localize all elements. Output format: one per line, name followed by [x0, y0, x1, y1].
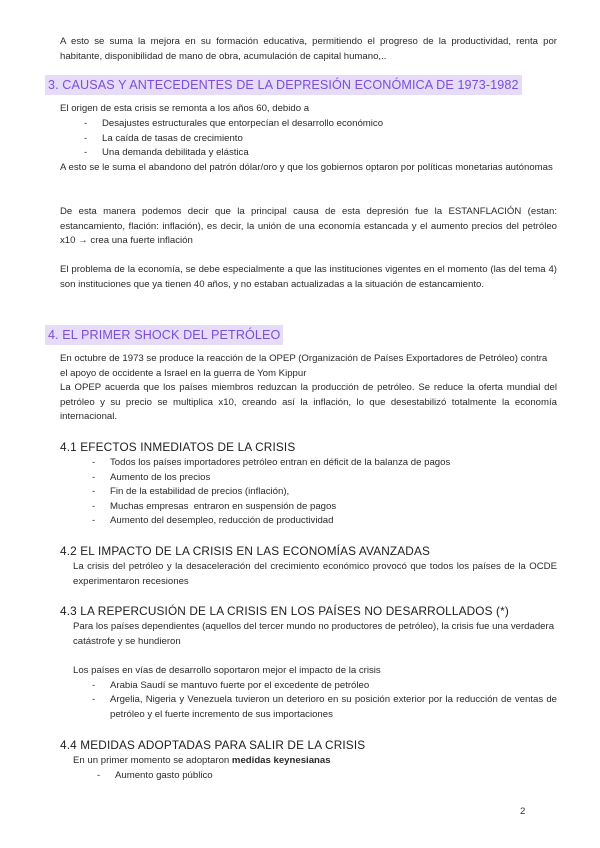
subsection-4-3-paragraph-2: Los países en vías de desarrollo soportaron mejor el impacto de la crisis: [73, 665, 381, 676]
section-3-paragraph-2: A esto se le suma el abandono del patrón dólar/oro y que los gobiernos optaron por políticas monetarias autónomas: [60, 162, 553, 173]
subsection-4-1-heading: 4.1 EFECTOS INMEDIATOS DE LA CRISIS: [60, 440, 296, 454]
subsection-4-2-heading: 4.2 EL IMPACTO DE LA CRISIS EN LAS ECONOMÍAS AVANZADAS: [60, 544, 430, 558]
list-item: Arabia Saudí se mantuvo fuerte por el excedente de petróleo: [110, 680, 370, 691]
list-item: Muchas empresas entraron en suspensión de pagos: [110, 501, 337, 512]
bullet-dash: -: [92, 457, 96, 468]
bullet-dash: -: [92, 515, 96, 526]
section-4-paragraph-1: En octubre de 1973 se produce la reacción de la OPEP (Organización de Países Exportadores de Petróleo) contra el apoyo de occidente a Israel en la guerra de Yom Kippur: [60, 353, 548, 379]
subsection-4-3-heading: 4.3 LA REPERCUSIÓN DE LA CRISIS EN LOS PAÍSES NO DESARROLLADOS (*): [60, 604, 509, 618]
bullet-dash: -: [84, 147, 88, 158]
bullet-dash: -: [84, 133, 88, 144]
list-item: Todos los países importadores petróleo entran en déficit de la balanza de pagos: [110, 457, 451, 468]
bullet-dash: -: [92, 501, 96, 512]
section-4-paragraph-2: La OPEP acuerda que los países miembros reduzcan la producción de petróleo. Se reduce la oferta mundial del petróleo y su precio se multiplica x10, creando así la inflación, lo que desestabilizó totalmente la economía internacional.: [60, 382, 557, 423]
list-item: Desajustes estructurales que entorpecían el desarrollo económico: [102, 118, 384, 129]
bullet-dash: -: [97, 770, 101, 781]
paragraph-text: En un primer momento se adoptaron: [73, 755, 232, 766]
section-3-heading: 3. CAUSAS Y ANTECEDENTES DE LA DEPRESIÓN ECONÓMICA DE 1973-1982: [45, 75, 522, 95]
page-number: 2: [520, 806, 526, 817]
subsection-4-3-paragraph-1: Para los países dependientes (aquellos del tercer mundo no productores de petróleo), la crisis fue una verdadera catástrofe y se hundieron: [73, 621, 555, 647]
list-item: Aumento de los precios: [110, 472, 211, 483]
list-item: Una demanda debilitada y elástica: [102, 147, 249, 158]
subsection-4-2-paragraph: La crisis del petróleo y la desaceleración del crecimiento económico provocó que todos los países de la OCDE experimentaron recesiones: [73, 561, 557, 587]
section-3-paragraph-4: El problema de la economía, se debe especialmente a que las instituciones vigentes en el momento (las del tema 4) son instituciones que ya tienen 40 años, y no estaban actualizadas a la situación de estancamiento.: [60, 264, 557, 290]
bullet-dash: -: [92, 694, 96, 705]
subsection-4-4-paragraph: [73, 754, 557, 769]
bold-term: medidas keynesianas: [231, 755, 331, 766]
bullet-dash: -: [84, 118, 88, 129]
section-3-paragraph-3: De esta manera podemos decir que la principal causa de esta depresión fue la ESTANFLACIÓN (estan: estancamiento, flación: inflación), es decir, la unión de una economía estancada y el aumento precios del petróleo x10 → crea una fuerte inflación: [60, 206, 557, 247]
section-4-heading: 4. EL PRIMER SHOCK DEL PETRÓLEO: [45, 325, 283, 345]
section-3-paragraph-1: El origen de esta crisis se remonta a los años 60, debido a: [60, 103, 310, 114]
list-item: La caída de tasas de crecimiento: [102, 133, 243, 144]
list-item: Fin de la estabilidad de precios (inflación),: [110, 486, 290, 497]
list-item: Aumento del desempleo, reducción de productividad: [110, 515, 334, 526]
intro-paragraph: A esto se suma la mejora en su formación educativa, permitiendo el progreso de la productividad, renta por habitante, disponibilidad de mano de obra, acumulación de capital humano,..: [60, 36, 557, 62]
list-item: Aumento gasto público: [115, 770, 213, 781]
bullet-dash: -: [92, 472, 96, 483]
bullet-dash: -: [92, 680, 96, 691]
subsection-4-4-heading: 4.4 MEDIDAS ADOPTADAS PARA SALIR DE LA CRISIS: [60, 738, 366, 752]
bullet-dash: -: [92, 486, 96, 497]
list-item: Argelia, Nigeria y Venezuela tuvieron un deterioro en su posición exterior por la reducción de ventas de petróleo y el fuerte incremento de sus importaciones: [110, 694, 557, 720]
